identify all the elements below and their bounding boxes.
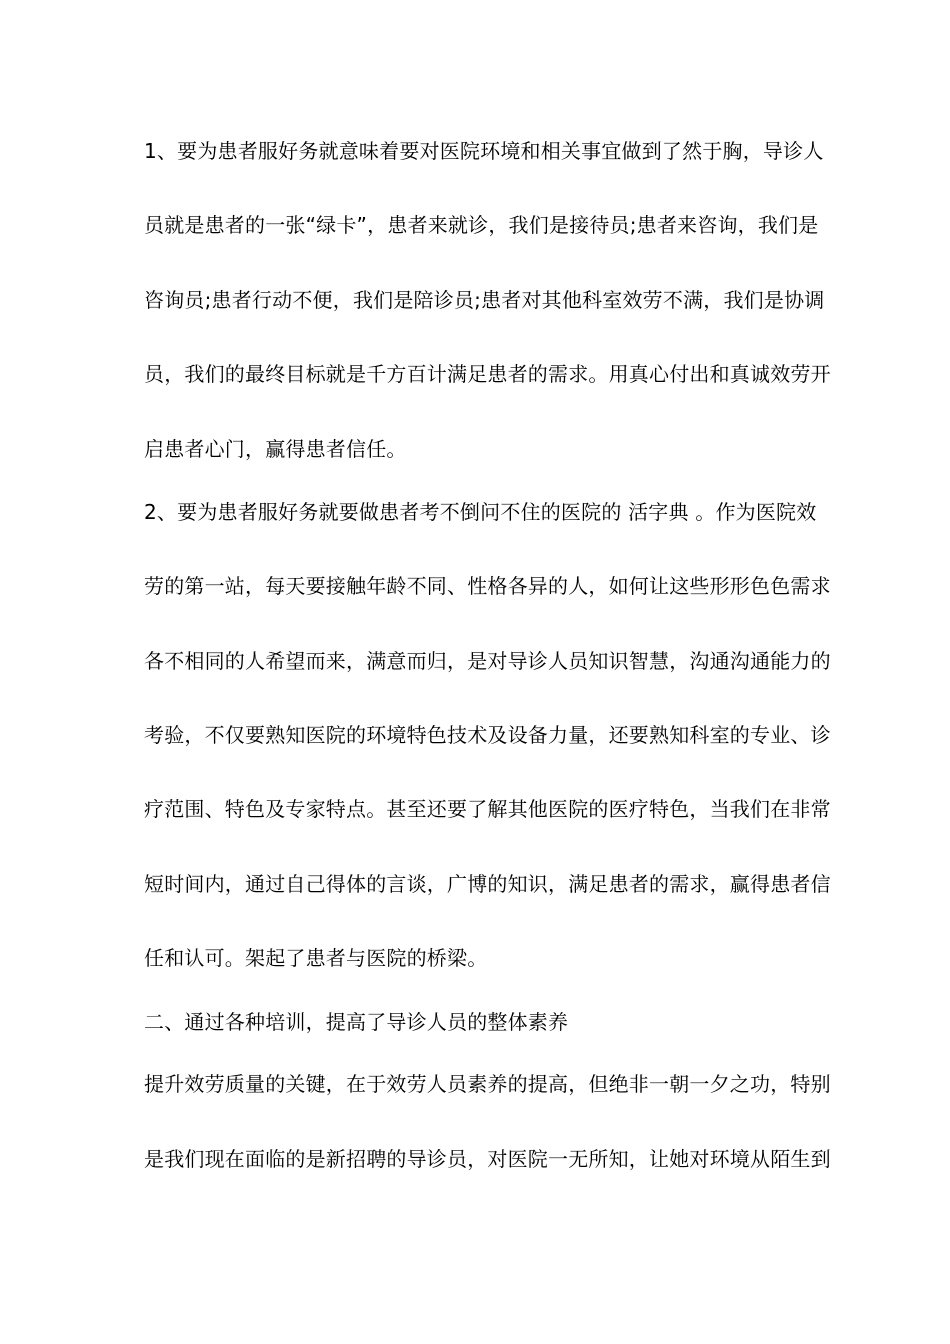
text-line: 员就是患者的一张“绿卡”，患者来就诊，我们是接待员;患者来咨询，我们是 [144,213,819,237]
text-line: 短时间内，通过自己得体的言谈，广博的知识，满足患者的需求，赢得患者信 [144,872,831,896]
text-line: 启患者心门，赢得患者信任。 [144,437,407,461]
text-line: 员，我们的最终目标就是千方百计满足患者的需求。用真心付出和真诚效劳开 [144,362,831,386]
text-line: 任和认可。架起了患者与医院的桥梁。 [144,946,488,970]
section-heading: 二、通过各种培训，提高了导诊人员的整体素养 [144,1010,569,1034]
text-line: 咨询员;患者行动不便，我们是陪诊员;患者对其他科室效劳不满，我们是协调 [144,288,825,312]
text-line: 2、要为患者服好务就要做患者考不倒问不住的医院的 活字典 。作为医院效 [144,500,817,524]
text-line: 提升效劳质量的关键，在于效劳人员素养的提高，但绝非一朝一夕之功，特别 [144,1072,831,1096]
text-line: 劳的第一站，每天要接触年龄不同、性格各异的人，如何让这些形形色色需求 [144,574,831,598]
text-line: 疗范围、特色及专家特点。甚至还要了解其他医院的医疗特色，当我们在非常 [144,797,831,821]
text-line: 考验，不仅要熟知医院的环境特色技术及设备力量，还要熟知科室的专业、诊 [144,723,831,747]
text-line: 各不相同的人希望而来，满意而归，是对导诊人员知识智慧，沟通沟通能力的 [144,649,831,673]
text-line: 1、要为患者服好务就意味着要对医院环境和相关事宜做到了然于胸，导诊人 [144,139,824,163]
text-line: 是我们现在面临的是新招聘的导诊员，对医院一无所知，让她对环境从陌生到 [144,1147,831,1171]
